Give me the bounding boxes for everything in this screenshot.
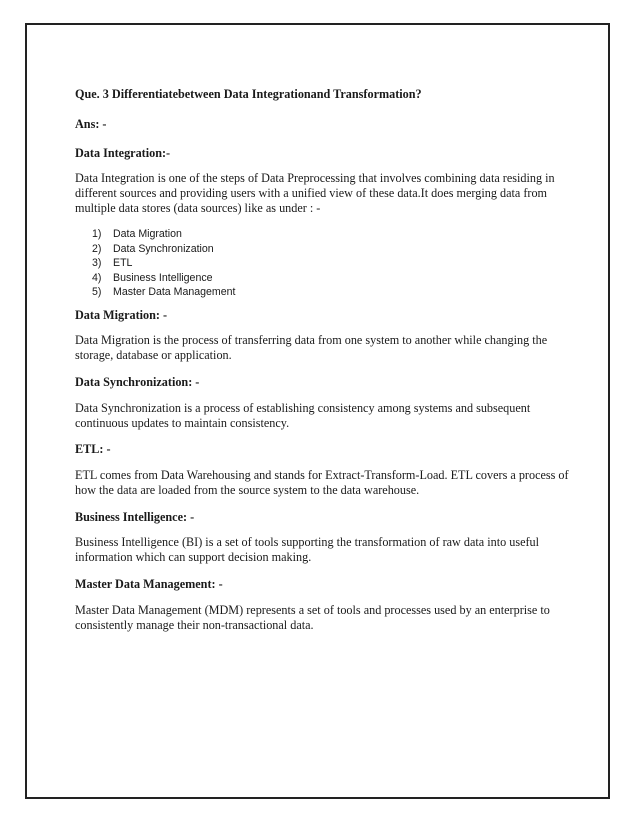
paragraph-line: Data Migration is the process of transferring data from one system to another while changing the: [75, 333, 548, 347]
data-migration-heading: Data Migration: -: [75, 308, 168, 322]
data-synchronization-paragraph: [75, 401, 575, 431]
answer-label: Ans: -: [75, 117, 107, 131]
paragraph-line: consistently manage their non-transactional data.: [75, 618, 314, 632]
paragraph-line: Data Synchronization is a process of establishing consistency among systems and subsequent: [75, 401, 531, 415]
list-item: [75, 285, 235, 300]
list-number: 1): [92, 228, 102, 240]
paragraph-line: ETL comes from Data Warehousing and stands for Extract-Transform-Load. ETL covers a process of: [75, 468, 569, 482]
etl-paragraph: [75, 468, 575, 498]
etl-heading: ETL: -: [75, 442, 111, 456]
paragraph-line: continuous updates to maintain consistency.: [75, 416, 290, 430]
master-data-management-paragraph: [75, 603, 575, 633]
list-number: 2): [92, 242, 102, 255]
paragraph-line: Master Data Management (MDM) represents a set of tools and processes used by an enterprise to: [75, 603, 550, 617]
list-number: 5): [92, 286, 102, 298]
paragraph-line: Business Intelligence (BI) is a set of tools supporting the transformation of raw data into useful: [75, 535, 540, 549]
list-item-label: Master Data Management: [113, 286, 236, 298]
list-item-label: ETL: [113, 257, 133, 269]
master-data-management-heading: Master Data Management: -: [75, 577, 223, 591]
paragraph-line: information which can support decision making.: [75, 550, 312, 564]
paragraph-line: storage, database or application.: [75, 348, 232, 362]
integration-types-list: [75, 227, 235, 300]
document-body: [75, 87, 575, 632]
list-item: [75, 242, 235, 257]
data-integration-heading: Data Integration:-: [75, 146, 171, 160]
list-item-label: Business Intelligence: [113, 271, 213, 284]
business-intelligence-paragraph: [75, 535, 575, 565]
list-item-label: Data Migration: [113, 228, 182, 240]
list-number: 4): [92, 271, 102, 284]
list-item: [75, 256, 235, 271]
data-synchronization-heading: Data Synchronization: -: [75, 375, 200, 389]
list-item: [75, 227, 235, 242]
paragraph-line: multiple data stores (data sources) like as under : -: [75, 201, 321, 215]
paragraph-line: Data Integration is one of the steps of Data Preprocessing that involves combining data residing in: [75, 171, 555, 185]
question-heading: Que. 3 Differentiatebetween Data Integrationand Transformation?: [75, 87, 422, 101]
list-item-label: Data Synchronization: [113, 242, 214, 255]
business-intelligence-heading: Business Intelligence: -: [75, 510, 195, 524]
paragraph-line: how the data are loaded from the source system to the data warehouse.: [75, 483, 420, 497]
list-number: 3): [92, 257, 102, 269]
list-item: [75, 271, 235, 286]
data-integration-paragraph: [75, 171, 575, 216]
data-migration-paragraph: [75, 333, 575, 363]
paragraph-line: different sources and providing users with a unified view of these data.It does merging data from: [75, 186, 548, 200]
